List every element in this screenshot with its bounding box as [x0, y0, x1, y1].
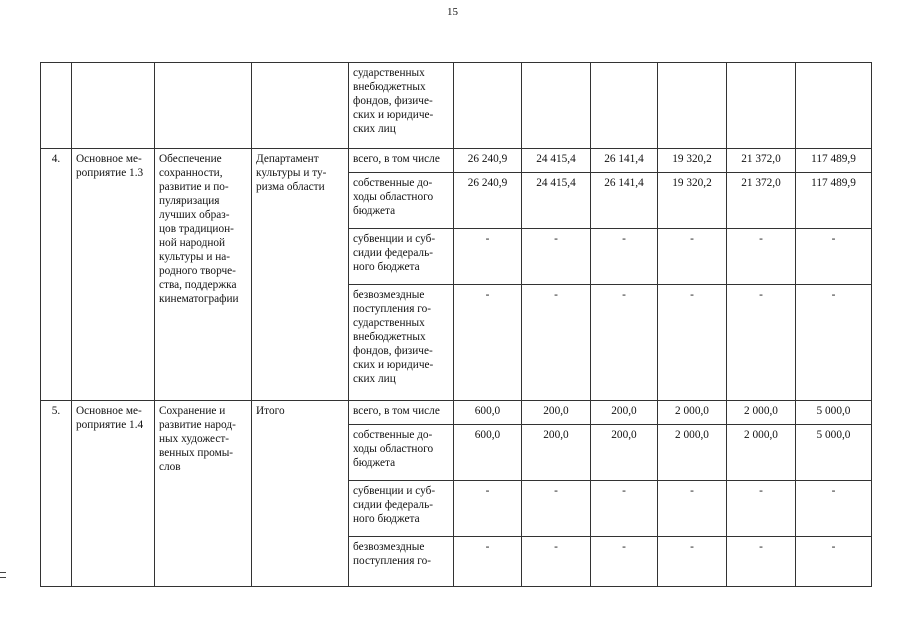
funding-source-cell: сударственных внебюджетных фондов, физиче- ских и юридиче- ских лиц — [349, 63, 454, 149]
executor-cell — [252, 63, 349, 149]
funding-source-cell: субвенции и суб- сидии федераль- ного бюджета — [349, 481, 454, 537]
value-cell: 2 000,0 — [658, 401, 727, 425]
value-cell: 200,0 — [522, 425, 591, 481]
value-cell: - — [591, 537, 658, 587]
activity-description-cell: Обеспечение сохранности, развитие и по- пуляризация лучших образ- цов традицион- ной народной культуры и на- родного творче- ства, поддержка кинематографии — [155, 149, 252, 401]
value-cell — [522, 63, 591, 149]
value-cell: 26 240,9 — [454, 173, 522, 229]
value-cell: - — [796, 229, 872, 285]
table-row — [41, 149, 872, 173]
value-cell: - — [658, 285, 727, 401]
value-cell: 26 141,4 — [591, 173, 658, 229]
value-cell: - — [591, 229, 658, 285]
value-cell: 200,0 — [522, 401, 591, 425]
value-cell: - — [727, 537, 796, 587]
activity-name-cell — [72, 63, 155, 149]
funding-source-cell: всего, в том числе — [349, 149, 454, 173]
value-cell: - — [591, 285, 658, 401]
value-cell: - — [454, 537, 522, 587]
value-cell: 600,0 — [454, 401, 522, 425]
value-cell — [796, 63, 872, 149]
table-row — [41, 63, 872, 149]
value-cell: 117 489,9 — [796, 173, 872, 229]
value-cell: - — [727, 229, 796, 285]
row-number-cell: 5. — [41, 401, 72, 587]
value-cell: - — [522, 481, 591, 537]
value-cell — [591, 63, 658, 149]
value-cell: - — [522, 537, 591, 587]
funding-source-cell: собственные до- ходы областного бюджета — [349, 425, 454, 481]
value-cell: 19 320,2 — [658, 149, 727, 173]
activity-description-cell — [155, 63, 252, 149]
value-cell: - — [454, 229, 522, 285]
value-cell: 2 000,0 — [727, 401, 796, 425]
value-cell: 26 141,4 — [591, 149, 658, 173]
value-cell: - — [727, 285, 796, 401]
value-cell: 117 489,9 — [796, 149, 872, 173]
value-cell: - — [796, 537, 872, 587]
value-cell: 600,0 — [454, 425, 522, 481]
row-number-cell — [41, 63, 72, 149]
funding-source-cell: всего, в том числе — [349, 401, 454, 425]
value-cell: - — [522, 285, 591, 401]
value-cell — [454, 63, 522, 149]
funding-source-cell: безвозмездные поступления го- сударственных внебюджетных фондов, физиче- ских и юридиче- ских лиц — [349, 285, 454, 401]
value-cell: 5 000,0 — [796, 425, 872, 481]
value-cell: 200,0 — [591, 401, 658, 425]
value-cell: - — [727, 481, 796, 537]
value-cell: - — [658, 537, 727, 587]
value-cell: - — [522, 229, 591, 285]
value-cell: 21 372,0 — [727, 173, 796, 229]
value-cell: 24 415,4 — [522, 173, 591, 229]
funding-source-cell: субвенции и суб- сидии федераль- ного бюджета — [349, 229, 454, 285]
value-cell: 26 240,9 — [454, 149, 522, 173]
value-cell: - — [454, 481, 522, 537]
value-cell: 200,0 — [591, 425, 658, 481]
value-cell: - — [796, 285, 872, 401]
row-number-cell: 4. — [41, 149, 72, 401]
table-row — [41, 401, 872, 425]
margin-mark — [0, 572, 6, 578]
value-cell: 2 000,0 — [658, 425, 727, 481]
value-cell — [727, 63, 796, 149]
value-cell — [658, 63, 727, 149]
funding-source-cell: собственные до- ходы областного бюджета — [349, 173, 454, 229]
value-cell: 21 372,0 — [727, 149, 796, 173]
value-cell: - — [658, 229, 727, 285]
value-cell: - — [454, 285, 522, 401]
value-cell: 2 000,0 — [727, 425, 796, 481]
executor-cell: Итого — [252, 401, 349, 587]
value-cell: 5 000,0 — [796, 401, 872, 425]
value-cell: - — [591, 481, 658, 537]
funding-source-cell: безвозмездные поступления го- — [349, 537, 454, 587]
activity-name-cell: Основное ме- роприятие 1.3 — [72, 149, 155, 401]
page-number: 15 — [447, 6, 458, 18]
value-cell: 24 415,4 — [522, 149, 591, 173]
value-cell: - — [658, 481, 727, 537]
activity-description-cell: Сохранение и развитие народ- ных художест- венных промы- слов — [155, 401, 252, 587]
value-cell: 19 320,2 — [658, 173, 727, 229]
executor-cell: Департамент культуры и ту- ризма области — [252, 149, 349, 401]
budget-table — [40, 62, 872, 587]
activity-name-cell: Основное ме- роприятие 1.4 — [72, 401, 155, 587]
value-cell: - — [796, 481, 872, 537]
